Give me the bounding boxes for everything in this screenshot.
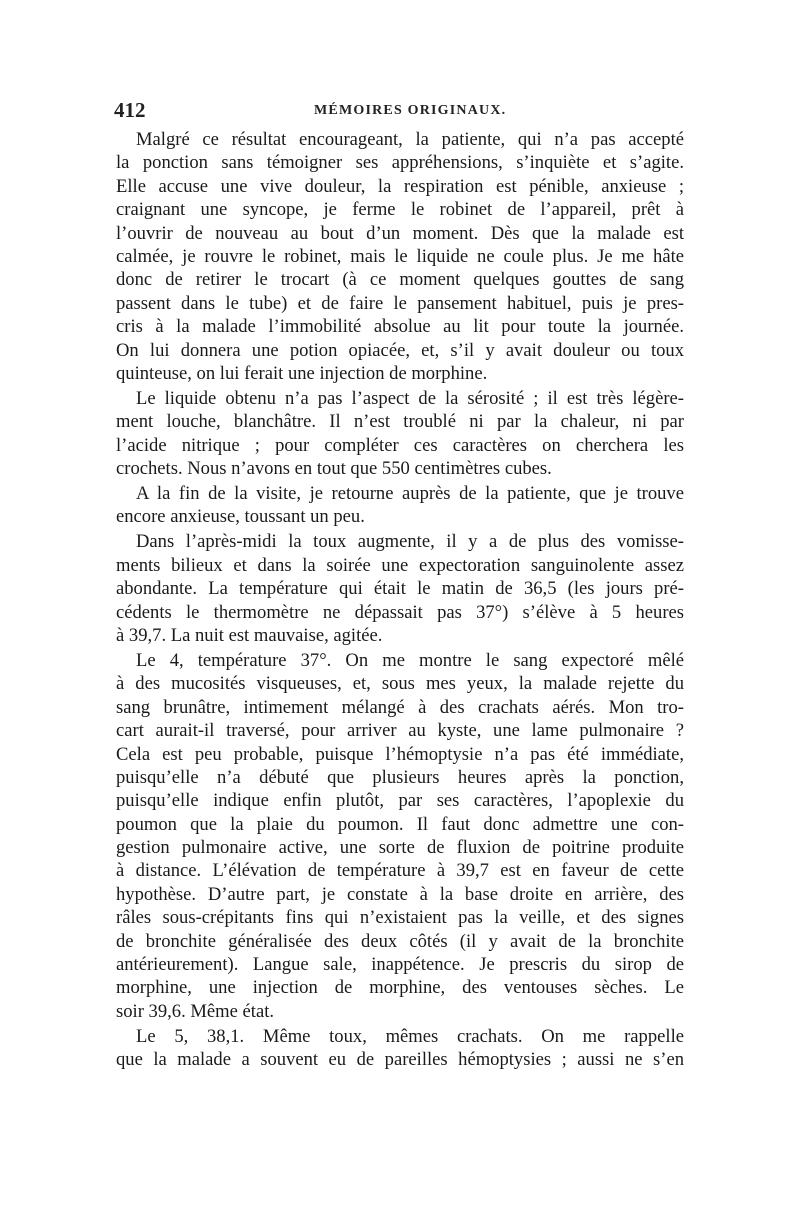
text-line: calmée, je rouvre le robinet, mais le liquide ne coule plus. Je me hâte — [116, 245, 684, 267]
text-line: crochets. Nous n’avons en tout que 550 centimètres cubes. — [116, 458, 552, 480]
text-line: A la fin de la visite, je retourne auprès de la patiente, que je trouve — [136, 483, 684, 505]
text-line: quinteuse, on lui ferait une injection de morphine. — [116, 362, 488, 384]
text-line: passent dans le tube) et de faire le pansement habituel, puis je pres- — [116, 292, 684, 314]
paragraph — [116, 649, 684, 1023]
text-line: Le 5, 38,1. Même toux, mêmes crachats. On me rappelle — [136, 1025, 684, 1047]
text-line: Le liquide obtenu n’a pas l’aspect de la sérosité ; il est très légère- — [136, 387, 684, 409]
text-line: que la malade a souvent eu de pareilles hémoptysies ; aussi ne s’en — [116, 1049, 684, 1071]
text-line: donc de retirer le trocart (à ce moment quelques gouttes de sang — [116, 269, 684, 291]
paragraph — [116, 482, 684, 529]
page-number: 412 — [114, 98, 146, 122]
text-line: Cela est peu probable, puisque l’hémoptysie n’a pas été immédiate, — [116, 743, 684, 765]
paragraph — [116, 387, 684, 481]
text-line: cris à la malade l’immobilité absolue au lit pour toute la journée. — [116, 316, 684, 338]
text-line: Elle accuse une vive douleur, la respiration est pénible, anxieuse ; — [116, 175, 684, 197]
text-line: ments bilieux et dans la soirée une expectoration sanguinolente assez — [116, 554, 684, 576]
text-line: la ponction sans témoigner ses appréhensions, s’inquiète et s’agite. — [116, 152, 684, 174]
text-line: hypothèse. D’autre part, je constate à la base droite en arrière, des — [116, 883, 684, 905]
text-line: craignant une syncope, je ferme le robinet de l’appareil, prêt à — [116, 199, 684, 221]
text-line: Dans l’après-midi la toux augmente, il y a de plus des vomisse- — [136, 531, 684, 553]
text-line: Malgré ce résultat encourageant, la patiente, qui n’a pas accepté — [136, 129, 684, 150]
text-line: à des mucosités visqueuses, et, sous mes yeux, la malade rejette du — [116, 673, 684, 695]
text-line: sang brunâtre, intimement mélangé à des crachats aérés. Mon tro- — [116, 696, 684, 718]
text-line: puisqu’elle n’a débuté que plusieurs heures après la ponction, — [116, 766, 684, 788]
text-line: l’acide nitrique ; pour compléter ces caractères on cherchera les — [116, 434, 684, 456]
text-line: puisqu’elle indique enfin plutôt, par ses caractères, l’apoplexie du — [116, 790, 684, 812]
body-text — [116, 128, 684, 1072]
paragraph — [116, 1025, 684, 1072]
text-line: à 39,7. La nuit est mauvaise, agitée. — [116, 624, 383, 646]
text-line: poumon que la plaie du poumon. Il faut donc admettre une con- — [116, 813, 684, 835]
text-line: encore anxieuse, toussant un peu. — [116, 506, 365, 528]
paragraph — [116, 530, 684, 647]
text-line: abondante. La température qui était le matin de 36,5 (les jours pré- — [116, 578, 684, 600]
text-line: râles sous-crépitants fins qui n’existaient pas la veille, et des signes — [116, 907, 684, 929]
text-line: gestion pulmonaire active, une sorte de fluxion de poitrine produite — [116, 837, 684, 859]
running-head — [114, 98, 684, 126]
paragraph — [116, 128, 684, 385]
text-line: antérieurement). Langue sale, inappétence. Je prescris du sirop de — [116, 954, 684, 976]
text-line: soir 39,6. Même état. — [116, 1000, 275, 1022]
text-line: cédents le thermomètre ne dépassait pas 37°) s’élève à 5 heures — [116, 601, 684, 623]
text-line: cart aurait-il traversé, pour arriver au kyste, une lame pulmonaire ? — [116, 720, 684, 742]
text-line: morphine, une injection de morphine, des ventouses sèches. Le — [116, 977, 684, 999]
text-line: ment louche, blanchâtre. Il n’est troublé ni par la chaleur, ni par — [116, 411, 684, 433]
running-title: MÉMOIRES ORIGINAUX. — [314, 103, 507, 118]
text-line: Le 4, température 37°. On me montre le sang expectoré mêlé — [136, 649, 684, 671]
text-line: de bronchite généralisée des deux côtés (il y avait de la bronchite — [116, 930, 684, 952]
text-line: à distance. L’élévation de température à 39,7 est en faveur de cette — [116, 860, 684, 882]
text-line: l’ouvrir de nouveau au bout d’un moment. Dès que la malade est — [116, 222, 684, 244]
text-line: On lui donnera une potion opiacée, et, s’il y avait douleur ou toux — [116, 339, 684, 361]
